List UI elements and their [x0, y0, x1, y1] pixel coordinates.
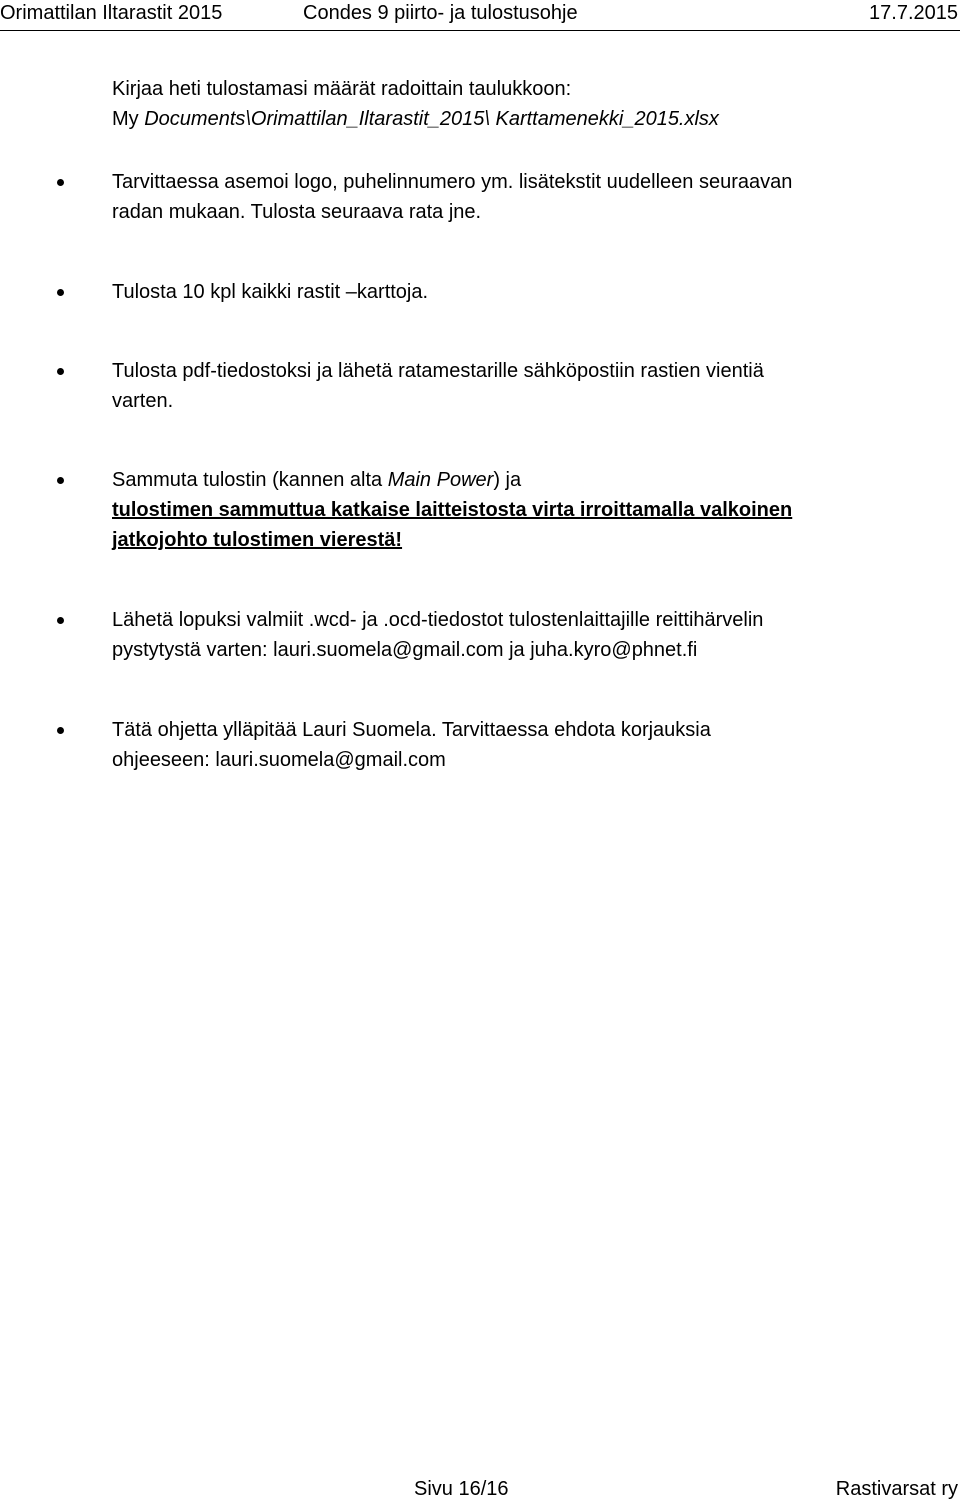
bullet-icon	[57, 477, 64, 484]
item-warning-line: tulostimen sammuttua katkaise laitteistosta virta irroittamalla valkoinen	[112, 499, 793, 521]
list-item	[0, 715, 960, 775]
item-text: Sammuta tulostin (kannen alta	[112, 469, 388, 491]
item-text-line: radan mukaan. Tulosta seuraava rata jne.	[112, 201, 482, 223]
page-header	[0, 0, 960, 30]
header-divider	[0, 30, 960, 31]
header-subtitle: Condes 9 piirto- ja tulostusohje	[303, 2, 578, 24]
intro-file-path	[112, 104, 960, 134]
header-document-title: Orimattilan Iltarastit 2015	[0, 2, 223, 24]
item-text-line	[112, 465, 940, 495]
bullet-icon	[57, 179, 64, 186]
page-number: Sivu 16/16	[414, 1478, 509, 1500]
list-item	[0, 605, 960, 665]
header-date: 17.7.2015	[869, 2, 958, 24]
list-item	[0, 167, 960, 227]
item-text: ) ja	[493, 469, 522, 491]
item-text-line: Tulosta 10 kpl kaikki rastit –karttoja.	[112, 281, 429, 303]
intro-line: Kirjaa heti tulostamasi määrät radoittain taulukkoon:	[112, 78, 572, 100]
path-italic: Documents\Orimattilan_Iltarastit_2015\ Karttamenekki_2015.xlsx	[144, 108, 719, 130]
list-item	[0, 356, 960, 416]
list-item	[0, 465, 960, 555]
item-text-line: Tarvittaessa asemoi logo, puhelinnumero ym. lisätekstit uudelleen seuraavan	[112, 171, 793, 193]
item-text-line: varten.	[112, 390, 174, 412]
item-text-line: Lähetä lopuksi valmiit .wcd- ja .ocd-tiedostot tulostenlaittajille reittihärvelin	[112, 609, 764, 631]
bullet-icon	[57, 368, 64, 375]
item-text-line: Tulosta pdf-tiedostoksi ja lähetä ratamestarille sähköpostiin rastien vientiä	[112, 360, 764, 382]
document-body	[0, 74, 960, 775]
item-text-line: Tätä ohjetta ylläpitää Lauri Suomela. Tarvittaessa ehdota korjauksia	[112, 719, 711, 741]
footer-organization: Rastivarsat ry	[835, 1478, 958, 1500]
intro-paragraph	[112, 74, 960, 134]
bullet-icon	[57, 727, 64, 734]
path-prefix: My	[112, 108, 145, 130]
bullet-icon	[57, 289, 64, 296]
list-item	[0, 277, 960, 307]
item-text-line: ohjeeseen: lauri.suomela@gmail.com	[112, 749, 446, 771]
page-footer	[0, 1478, 960, 1508]
item-text-line: pystytystä varten: lauri.suomela@gmail.com ja juha.kyro@phnet.fi	[112, 639, 698, 661]
item-warning-line: jatkojohto tulostimen vierestä!	[112, 529, 403, 551]
item-text-italic: Main Power	[387, 469, 494, 491]
bullet-icon	[57, 617, 64, 624]
